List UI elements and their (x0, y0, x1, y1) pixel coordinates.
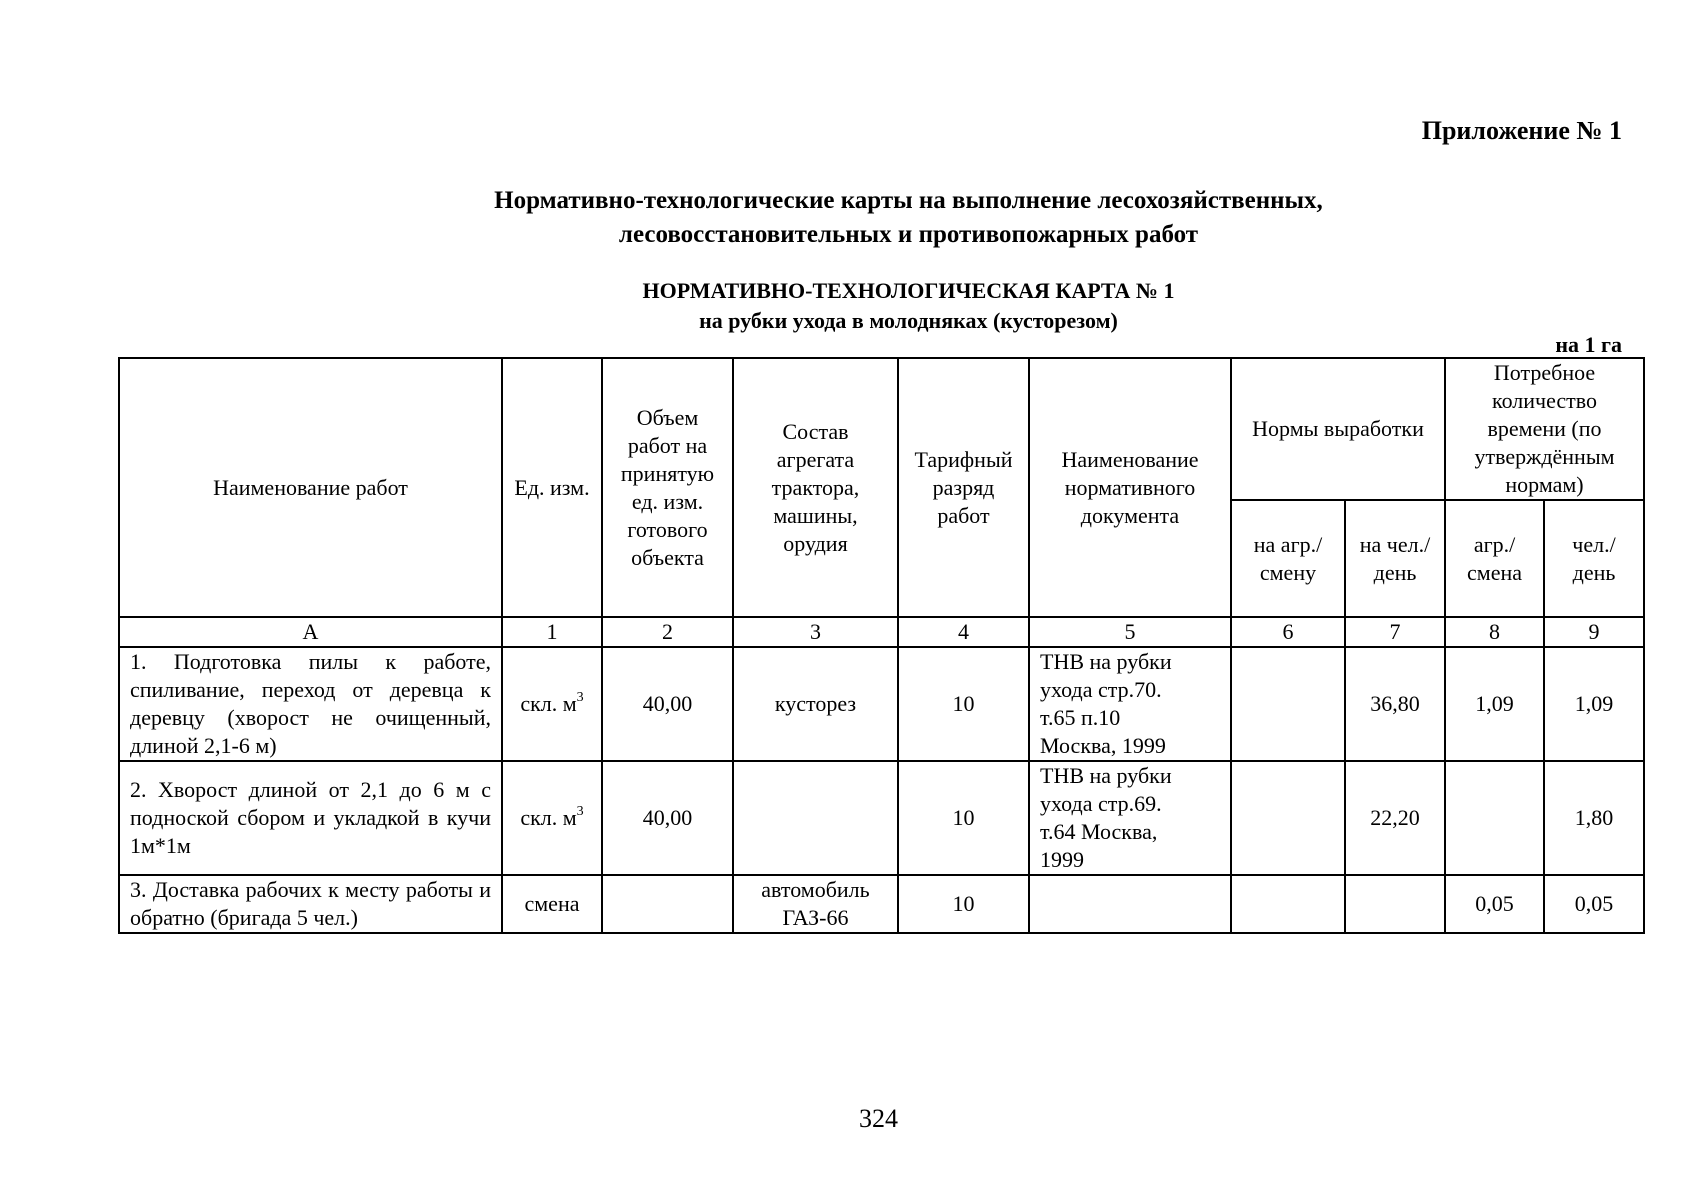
work-name-cell: 2. Хворост длиной от 2,1 до 6 м с подноской сбором и укладкой в кучи 1м*1м (119, 761, 502, 875)
work-name-cell: 3. Доставка рабочих к месту работы и обратно (бригада 5 чел.) (119, 875, 502, 933)
column-number: 3 (733, 617, 898, 647)
table-row (119, 761, 1644, 875)
unit-text: скл. м (520, 691, 577, 716)
header-output-per-day: на чел./ день (1345, 500, 1445, 617)
time-per-shift-cell: 0,05 (1445, 875, 1544, 933)
document-line: т.64 Москва, (1040, 819, 1158, 844)
header-time-needed: Потребное количество времени (по утверждённым нормам) (1445, 358, 1644, 500)
document-cell (1029, 875, 1231, 933)
grade-cell: 10 (898, 647, 1029, 761)
column-number: 4 (898, 617, 1029, 647)
column-number: 9 (1544, 617, 1644, 647)
output-per-day-cell: 36,80 (1345, 647, 1445, 761)
header-time-per-shift: агр./ смена (1445, 500, 1544, 617)
document-line: ТНВ на рубки (1040, 649, 1172, 674)
unit-cell (502, 761, 602, 875)
header-document: Наименование нормативного документа (1029, 358, 1231, 617)
output-per-day-cell (1345, 875, 1445, 933)
header-work-name: Наименование работ (119, 358, 502, 617)
column-number: 5 (1029, 617, 1231, 647)
time-per-day-cell: 1,09 (1544, 647, 1644, 761)
header-time-per-day: чел./ день (1544, 500, 1644, 617)
column-number: 2 (602, 617, 733, 647)
column-number: А (119, 617, 502, 647)
header-unit: Ед. изм. (502, 358, 602, 617)
composition-cell (733, 761, 898, 875)
grade-cell: 10 (898, 875, 1029, 933)
volume-cell: 40,00 (602, 761, 733, 875)
column-number: 1 (502, 617, 602, 647)
unit-note: на 1 га (1555, 332, 1622, 357)
header-grade: Тарифный разряд работ (898, 358, 1029, 617)
header-output-per-shift: на агр./ смену (1231, 500, 1345, 617)
document-cell (1029, 647, 1231, 761)
document-line: ТНВ на рубки (1040, 763, 1172, 788)
table-row (119, 647, 1644, 761)
document-title (0, 184, 1697, 252)
time-per-day-cell: 0,05 (1544, 875, 1644, 933)
output-per-shift-cell (1231, 875, 1345, 933)
volume-cell (602, 875, 733, 933)
composition-cell: кусторез (733, 647, 898, 761)
page-number: 324 (859, 1104, 898, 1133)
card-heading (0, 276, 1697, 336)
column-number: 6 (1231, 617, 1345, 647)
document-line: Москва, 1999 (1040, 733, 1166, 758)
grade-cell: 10 (898, 761, 1029, 875)
output-per-shift-cell (1231, 761, 1345, 875)
unit-text: смена (524, 891, 580, 916)
document-title-line2: лесовосстановительных и противопожарных работ (618, 221, 1199, 248)
work-name-cell: 1. Подготовка пилы к работе, спиливание, переход от деревца к деревцу (хворост не очищенный, длиной 2,1-6 м) (119, 647, 502, 761)
document-title-line1: Нормативно-технологические карты на выполнение лесохозяйственных, (494, 187, 1323, 214)
column-number-row (119, 617, 1644, 647)
time-per-shift-cell (1445, 761, 1544, 875)
header-output-norms: Нормы выработки (1231, 358, 1445, 500)
unit-cell (502, 647, 602, 761)
appendix-label: Приложение № 1 (1421, 116, 1622, 145)
column-number: 8 (1445, 617, 1544, 647)
card-subtitle: на рубки ухода в молодняках (кусторезом) (699, 308, 1118, 333)
table-row (119, 875, 1644, 933)
header-composition: Состав агрегата трактора, машины, орудия (733, 358, 898, 617)
document-cell (1029, 761, 1231, 875)
header-volume: Объем работ на принятую ед. изм. готового объекта (602, 358, 733, 617)
composition-cell: автомобиль ГАЗ-66 (733, 875, 898, 933)
card-title: НОРМАТИВНО-ТЕХНОЛОГИЧЕСКАЯ КАРТА № 1 (642, 278, 1175, 303)
time-per-day-cell: 1,80 (1544, 761, 1644, 875)
output-per-shift-cell (1231, 647, 1345, 761)
unit-superscript: 3 (576, 804, 584, 819)
time-per-shift-cell: 1,09 (1445, 647, 1544, 761)
document-line: 1999 (1040, 847, 1084, 872)
document-line: ухода стр.69. (1040, 791, 1162, 816)
norms-table (118, 357, 1645, 934)
document-line: т.65 п.10 (1040, 705, 1121, 730)
column-number: 7 (1345, 617, 1445, 647)
unit-text: скл. м (520, 805, 577, 830)
volume-cell: 40,00 (602, 647, 733, 761)
document-line: ухода стр.70. (1040, 677, 1162, 702)
unit-superscript: 3 (576, 690, 584, 705)
output-per-day-cell: 22,20 (1345, 761, 1445, 875)
unit-cell (502, 875, 602, 933)
